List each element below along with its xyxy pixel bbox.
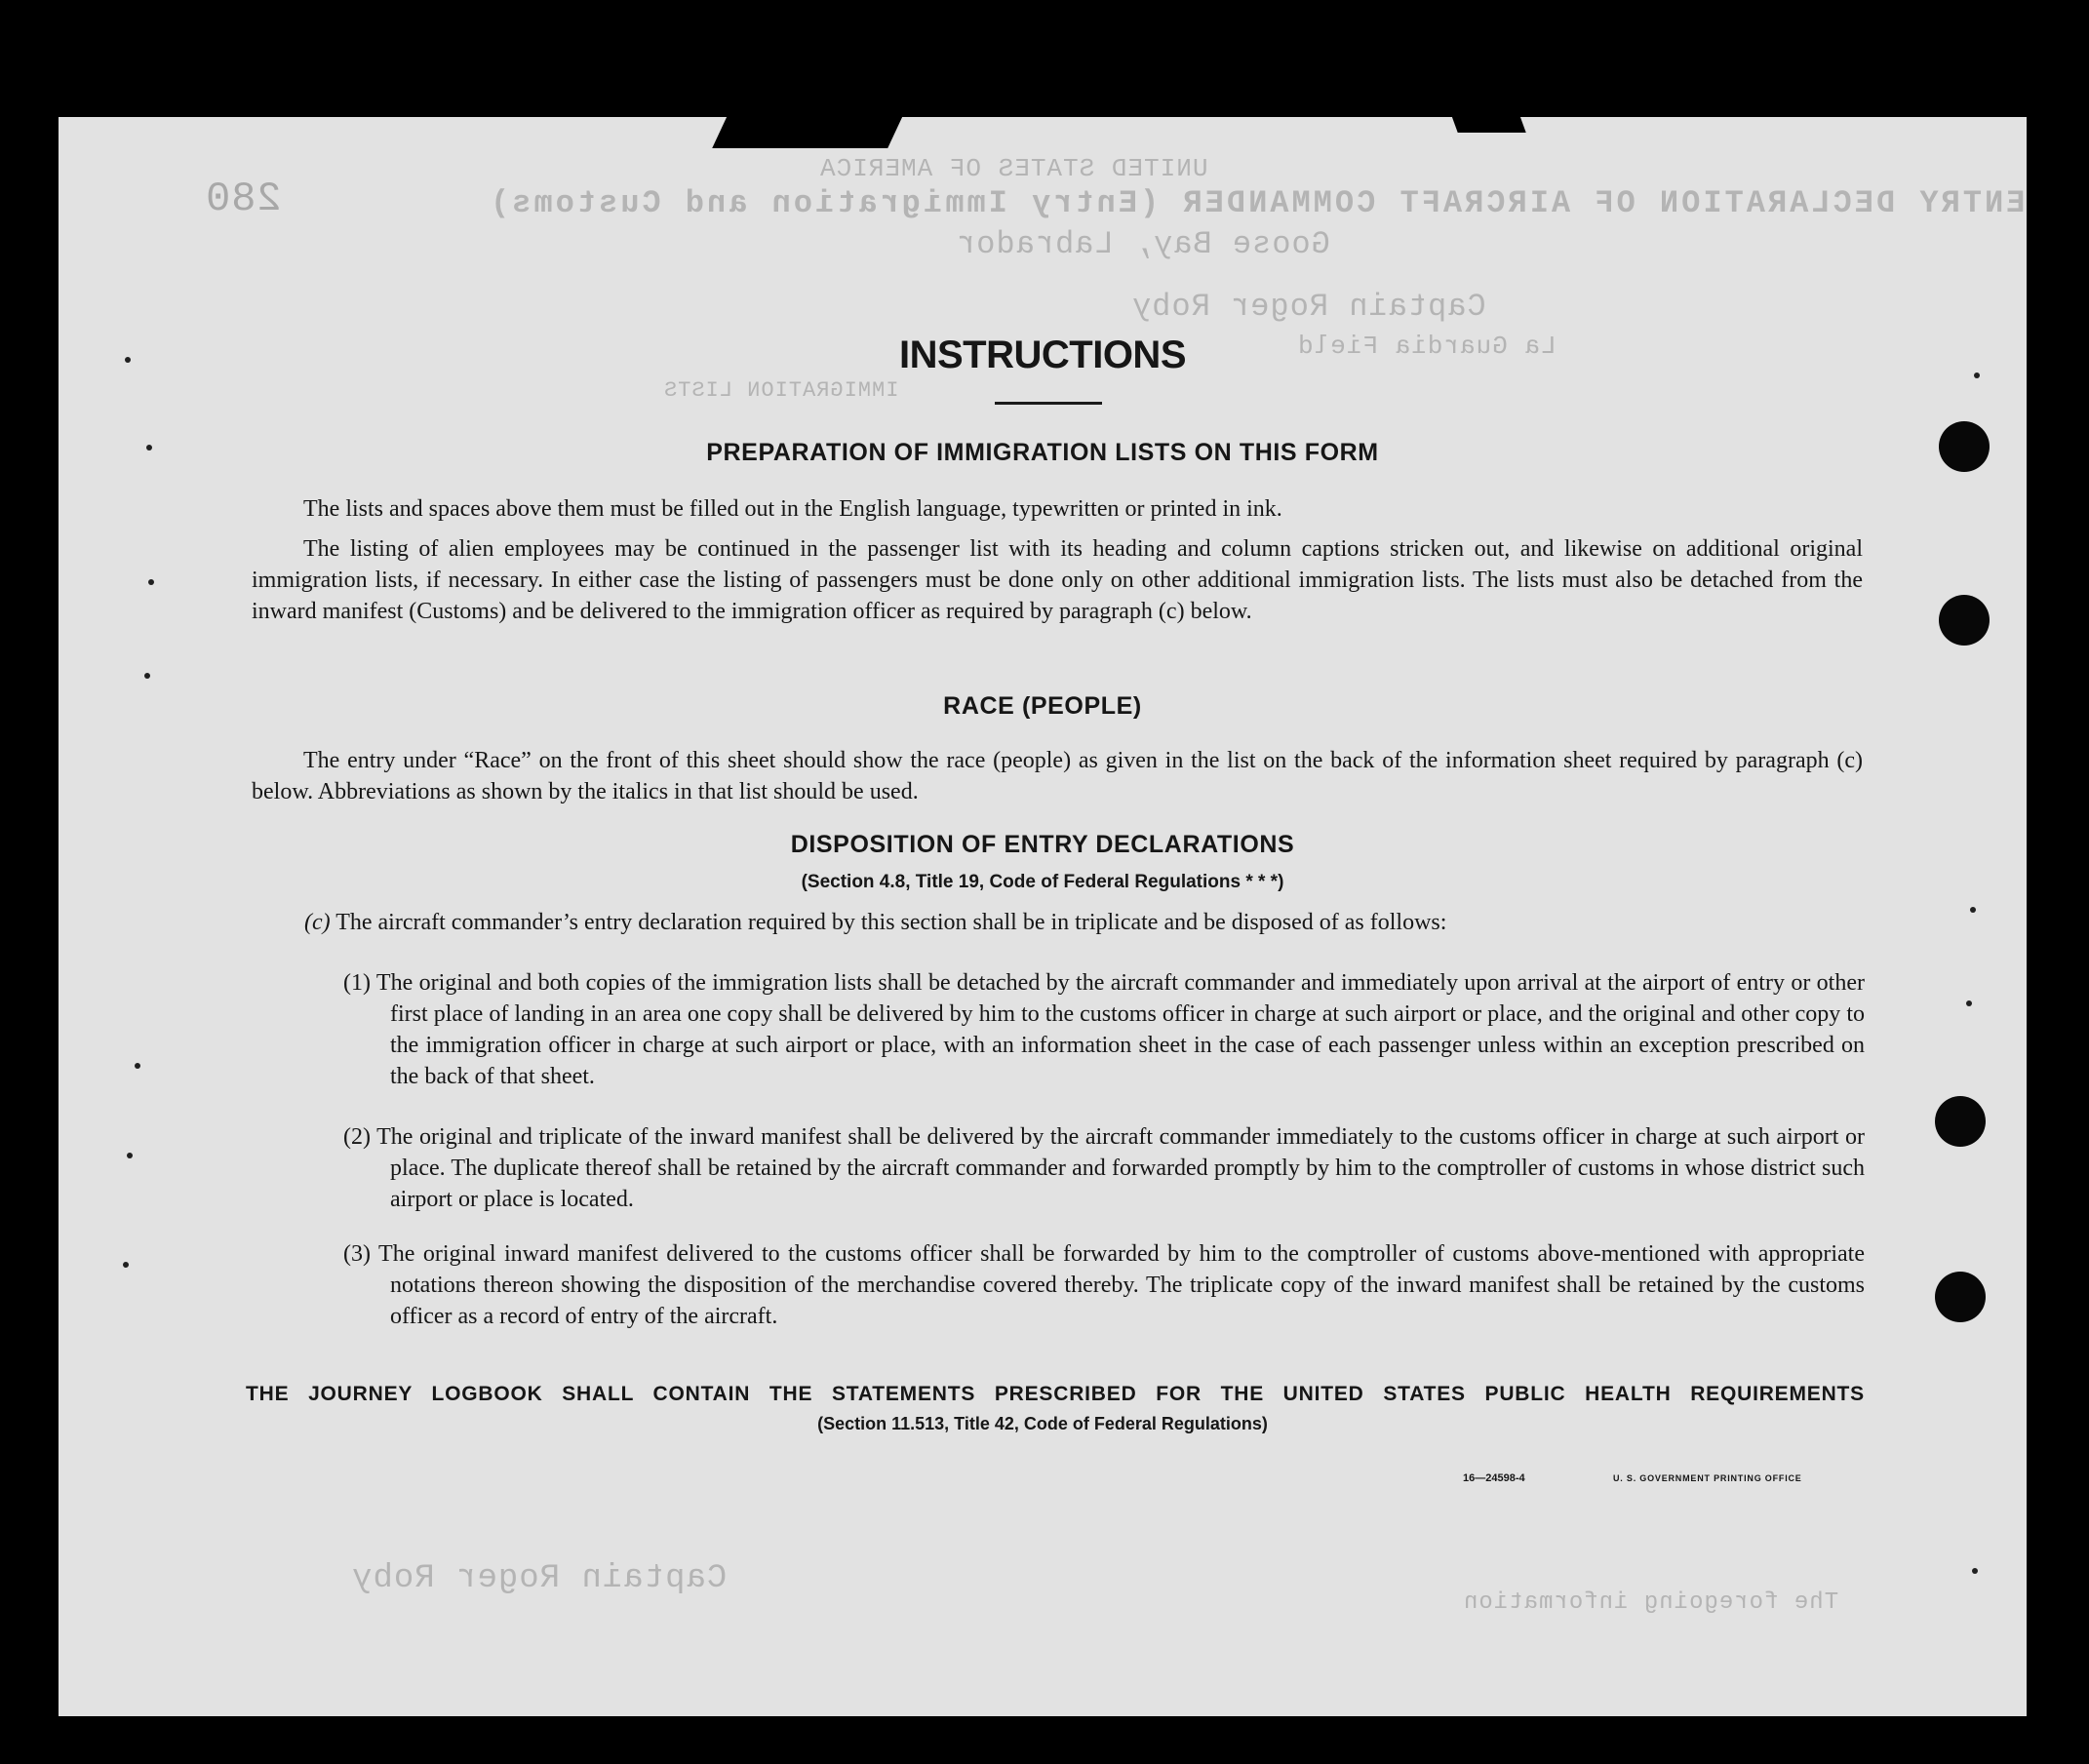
printing-office-imprint: U. S. GOVERNMENT PRINTING OFFICE xyxy=(1613,1473,1802,1483)
ink-speck xyxy=(148,579,154,585)
bleed-through-text: ENTRY DECLARATION OF AIRCRAFT COMMANDER (Entry Immigration and Customs) xyxy=(488,185,2026,221)
section-heading-disposition: DISPOSITION OF ENTRY DECLARATIONS xyxy=(790,831,1295,858)
item-label: (3) xyxy=(343,1241,371,1267)
bleed-through-text: 280 xyxy=(205,176,282,222)
section-citation: (Section 4.8, Title 19, Code of Federal Regulations * * *) xyxy=(801,872,1284,892)
document-page xyxy=(59,117,2027,1716)
torn-edge xyxy=(712,117,907,148)
list-item xyxy=(343,1121,1865,1215)
ink-speck xyxy=(1972,1568,1978,1574)
punch-hole xyxy=(1935,1272,1986,1322)
bleed-through-text: La Guardia Field xyxy=(1297,332,1557,361)
paragraph-language: The lists and spaces above them must be filled out in the English language, typewritten or printed in ink. xyxy=(303,496,1282,522)
bleed-through-text: The foregoing information xyxy=(1463,1589,1839,1616)
item-label: (2) xyxy=(343,1124,371,1150)
paragraph-label: (c) xyxy=(304,910,331,935)
item-label: (1) xyxy=(343,970,371,996)
bleed-through-text: Goose Bay, Labrador xyxy=(956,226,1330,262)
ink-speck xyxy=(135,1063,140,1069)
paragraph-c xyxy=(304,907,1865,938)
list-item xyxy=(343,967,1865,1092)
section-heading-preparation: PREPARATION OF IMMIGRATION LISTS ON THIS FORM xyxy=(706,439,1379,466)
ink-speck xyxy=(127,1153,133,1158)
page-title: INSTRUCTIONS xyxy=(899,333,1186,376)
item-text: The original inward manifest delivered to the customs officer shall be forwarded by him to the comptroller of customs above-mentioned with appropriate notations thereon showing the disposition of the merchandise covered thereby. The triplicate copy of the inward manifest shall be retained by the customs officer as a record of entry of the aircraft. xyxy=(378,1241,1865,1329)
punch-hole xyxy=(1939,595,1990,646)
paragraph-alien-employees: The listing of alien employees may be continued in the passenger list with its heading and column captions stricken out, and likewise on additional original immigration lists, if necessary. In either case the listing of passengers must be done only on other additional immigration lists. The lists must also be detached from the inward manifest (Customs) and be delivered to the immigration officer as required by paragraph (c) below. xyxy=(252,536,1863,624)
bleed-through-text: Captain Roger Roby xyxy=(351,1560,728,1597)
item-text: The original and both copies of the immigration lists shall be detached by the aircraft commander and immediately upon arrival at the airport of entry or other first place of landing in an area one copy shall be delivered by him to the customs officer in charge at such airport or place, and the original and other copy to the immigration officer in charge at such airport or place, with an information sheet in the case of each passenger unless within an exception prescribed on the back of that sheet. xyxy=(375,970,1865,1089)
paragraph-race: The entry under “Race” on the front of this sheet should show the race (people) as given in the list on the back of the information sheet required by paragraph (c) below. Abbreviations as shown by the italics in that list should be used. xyxy=(252,748,1863,804)
bleed-through-text: IMMIGRATION LISTS xyxy=(663,378,899,403)
bleed-through-text: UNITED STATES OF AMERICA xyxy=(819,154,1208,183)
item-text: The original and triplicate of the inward manifest shall be delivered by the aircraft commander immediately to the customs officer in charge at such airport or place. The duplicate thereof shall be retained by the aircraft commander and forwarded promptly by him to the comptroller of customs in whose district such airport or place is located. xyxy=(376,1124,1865,1212)
section-heading-race: RACE (PEOPLE) xyxy=(943,692,1142,720)
ink-speck xyxy=(144,673,150,679)
health-requirements-citation: (Section 11.513, Title 42, Code of Federal Regulations) xyxy=(817,1414,1268,1433)
title-underline xyxy=(995,402,1102,405)
form-print-code: 16—24598-4 xyxy=(1463,1472,1525,1484)
torn-edge xyxy=(1448,117,1525,133)
bleed-through-text: Captain Roger Roby xyxy=(1131,289,1486,325)
ink-speck xyxy=(123,1262,129,1268)
health-requirements-statement: THE JOURNEY LOGBOOK SHALL CONTAIN THE STATEMENTS PRESCRIBED FOR THE UNITED STATES PUBLIC HEALTH REQUIREMENTS xyxy=(246,1383,1865,1405)
ink-speck xyxy=(1970,907,1976,913)
punch-hole xyxy=(1935,1096,1986,1147)
list-item xyxy=(343,1238,1865,1332)
ink-speck xyxy=(1966,1000,1972,1006)
paragraph-text: The aircraft commander’s entry declaration required by this section shall be in triplicate and be disposed of as follows: xyxy=(335,910,1447,935)
